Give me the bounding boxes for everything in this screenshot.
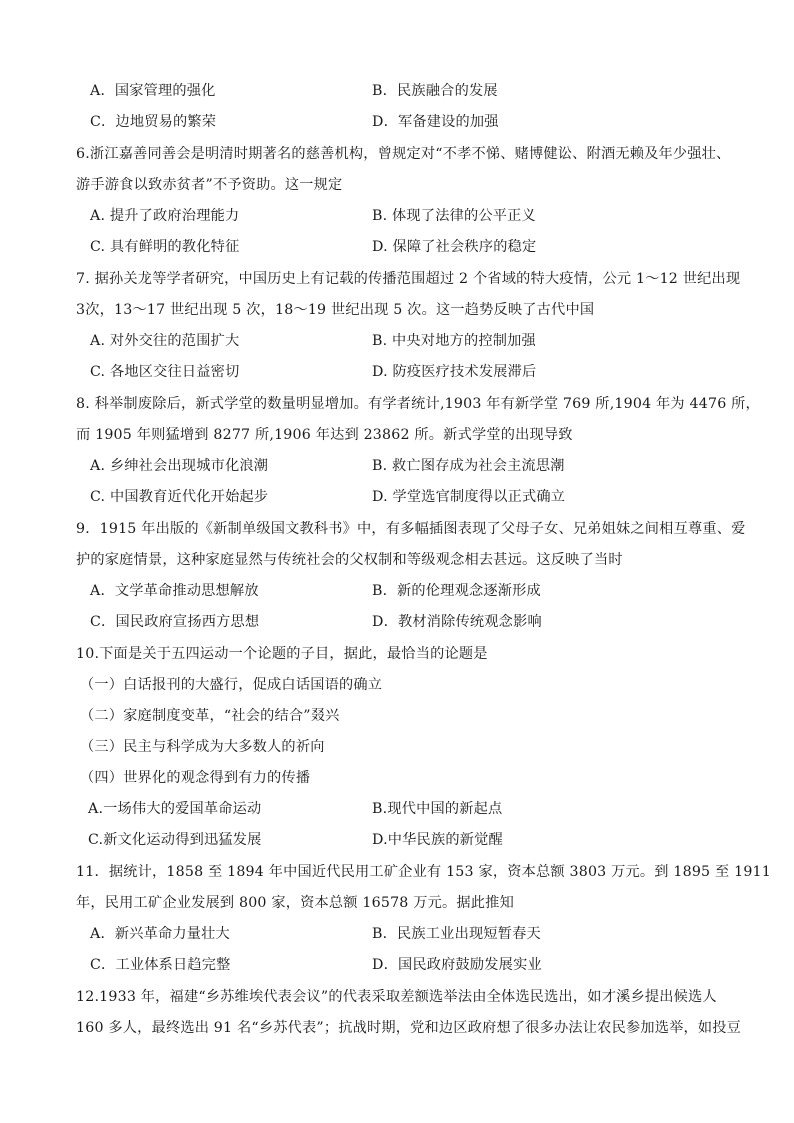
q11-option-b[interactable]: B．民族工业出现短暂春天 [372, 926, 541, 942]
q12-stem-line-1: 12.1933 年，福建“乡苏维埃代表会议”的代表采取差额选举法由全体选民选出，如才溪乡提出候选人 [76, 989, 717, 1005]
q6-option-d[interactable]: D. 保障了社会秩序的稳定 [372, 239, 537, 255]
q7-option-b[interactable]: B. 中央对地方的控制加强 [372, 333, 536, 349]
q11-stem-line-1: 11．据统计，1858 至 1894 年中国近代民用工矿企业有 153 家，资本总额 3803 万元。到 1895 至 1911 [76, 864, 772, 880]
q5-option-b[interactable]: B．民族融合的发展 [372, 83, 498, 99]
q9-option-d[interactable]: D．教材消除传统观念影响 [372, 614, 542, 630]
q11-option-a[interactable]: A．新兴革命力量壮大 [90, 926, 230, 942]
q8-option-d[interactable]: D. 学堂选官制度得以正式确立 [372, 489, 566, 505]
q8-stem-line-1: 8. 科举制废除后，新式学堂的数量明显增加。有学者统计,1903 年有新学堂 769 所,1904 年为 4476 所， [76, 396, 760, 412]
q9-option-b[interactable]: B．新的伦理观念逐渐形成 [372, 583, 541, 599]
q5-option-a[interactable]: A．国家管理的强化 [90, 83, 216, 99]
q8-option-b[interactable]: B. 救亡图存成为社会主流思潮 [372, 458, 565, 474]
q12-stem-line-2: 160 多人，最终选出 91 名“乡苏代表”；抗战时期，党和边区政府想了很多办法让农民参加选举，如投豆 [76, 1020, 742, 1036]
q10-item-4: （四）世界化的观念得到有力的传播 [80, 770, 311, 786]
q6-stem-line-2: 游手游食以致赤贫者”不予资助。这一规定 [76, 177, 343, 193]
q6-option-c[interactable]: C. 具有鲜明的教化特征 [90, 239, 240, 255]
q9-option-a[interactable]: A．文学革命推动思想解放 [90, 583, 259, 599]
q11-option-d[interactable]: D．国民政府鼓励发展实业 [372, 957, 542, 973]
q9-option-c[interactable]: C．国民政府宣扬西方思想 [90, 614, 260, 630]
q7-stem-line-2: 3次，13～17 世纪出现 5 次，18～19 世纪出现 5 次。这一趋势反映了古代中国 [76, 302, 595, 318]
q7-option-a[interactable]: A. 对外交往的范围扩大 [90, 333, 240, 349]
q9-stem-line-1: 9．1915 年出版的《新制单级国文教科书》中，有多幅插图表现了父母子女、兄弟姐妹之间相互尊重、爱 [76, 521, 746, 537]
q10-option-a[interactable]: A.一场伟大的爱国革命运动 [88, 801, 262, 817]
q10-item-2: （二）家庭制度变革，“社会的结合”叕兴 [80, 708, 340, 724]
q8-option-a[interactable]: A. 乡绅社会出现城市化浪潮 [90, 458, 269, 474]
q5-option-c[interactable]: C．边地贸易的繁荣 [90, 114, 217, 130]
q10-option-b[interactable]: B.现代中国的新起点 [372, 801, 503, 817]
q10-item-3: （三）民主与科学成为大多数人的祈向 [80, 739, 325, 755]
q6-option-a[interactable]: A. 提升了政府治理能力 [90, 208, 240, 224]
q8-stem-line-2: 而 1905 年则猛增到 8277 所,1906 年达到 23862 所。新式学堂的出现导致 [76, 427, 573, 443]
q5-option-d[interactable]: D．军备建设的加强 [372, 114, 499, 130]
q6-stem-line-1: 6.浙江嘉善同善会是明清时期著名的慈善机构，曾规定对“不孝不悌、赌博健讼、附酒无赖及年少强壮、 [76, 146, 731, 162]
q6-option-b[interactable]: B. 体现了法律的公平正义 [372, 208, 536, 224]
q10-stem-line-1: 10.下面是关于五四运动一个论题的子目，据此，最恰当的论题是 [76, 646, 488, 662]
q7-option-d[interactable]: D. 防疫医疗技术发展滞后 [372, 364, 537, 380]
q11-option-c[interactable]: C．工业体系日趋完整 [90, 957, 231, 973]
q7-stem-line-1: 7. 据孙关龙等学者研究，中国历史上有记载的传播范围超过 2 个省域的特大疫情，公元 1～12 世纪出现 [76, 271, 741, 287]
q10-item-1: （一）白话报刊的大盛行，促成白话国语的确立 [80, 677, 383, 693]
q11-stem-line-2: 年，民用工矿企业发展到 800 家，资本总额 16578 万元。据此推知 [76, 895, 514, 911]
q10-option-d[interactable]: D.中华民族的新觉醒 [372, 832, 503, 848]
q7-option-c[interactable]: C. 各地区交往日益密切 [90, 364, 240, 380]
q10-option-c[interactable]: C.新文化运动得到迅猛发展 [88, 832, 262, 848]
q9-stem-line-2: 护的家庭情景，这种家庭显然与传统社会的父权制和等级观念相去甚远。这反映了当时 [76, 552, 623, 568]
q8-option-c[interactable]: C. 中国教育近代化开始起步 [90, 489, 269, 505]
